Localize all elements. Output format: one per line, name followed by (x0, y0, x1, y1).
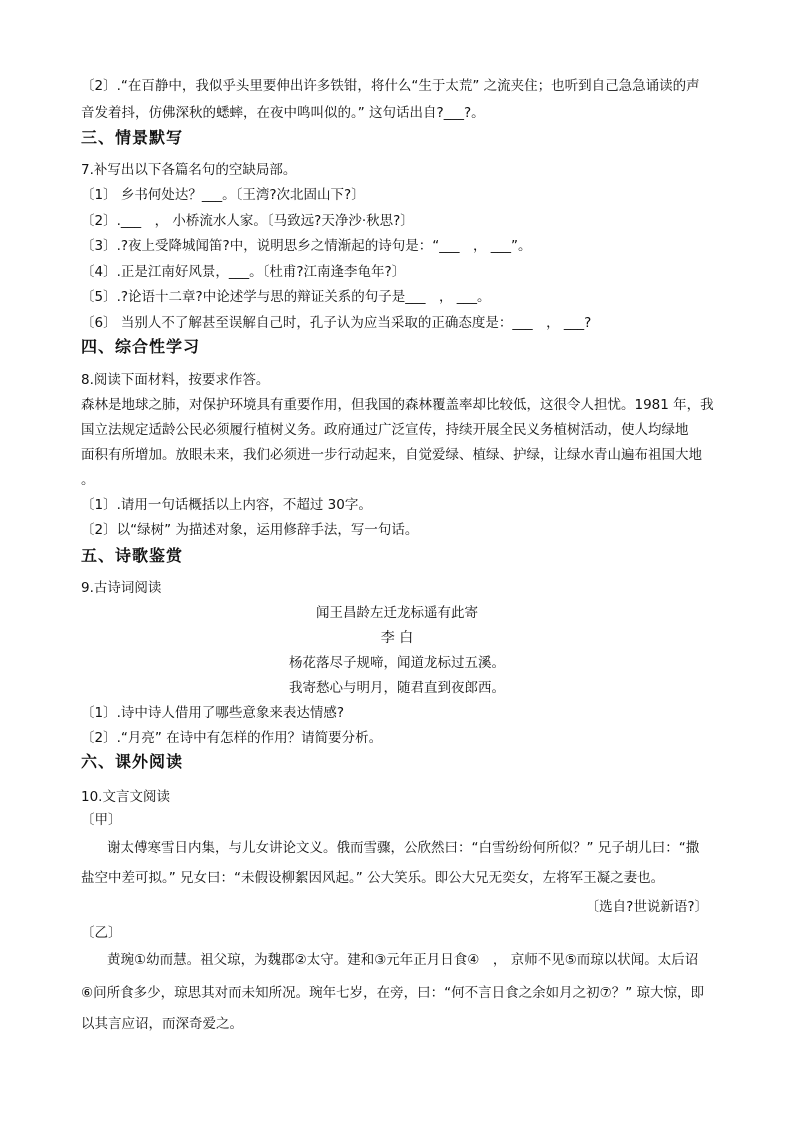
part-b-label: 〔乙〕 (81, 925, 122, 941)
section-title-3: 三、情景默写 (81, 128, 184, 147)
section-title-4: 四、综合性学习 (81, 337, 201, 356)
part-a-source: 〔选自?世说新语?〕 (585, 899, 708, 915)
poem-author: 李 白 (380, 630, 414, 646)
q9-item-1: 〔1〕.诗中诗人借用了哪些意象来表达情感? (81, 705, 345, 721)
q7-item-1: 〔1〕 乡书何处达？___。〔王湾?次北固山下?〕 (81, 187, 365, 203)
q8-material-line-3: 面积有所增加。放眼未来，我们必须进一步行动起来，自觉爱绿、植绿、护绿，让绿水青山遍布祖国大地 (81, 447, 702, 463)
part-b-line-2: ⑥问所食多少，琼思其对而未知所况。琬年七岁，在旁，曰：“何不言日食之余如月之初⑦？” 琼大惊，即 (81, 985, 704, 1001)
q9-item-2: 〔2〕.“月亮” 在诗中有怎样的作用？请简要分析。 (81, 730, 383, 746)
q7-item-3: 〔3〕.?夜上受降城闻笛?中，说明思乡之情渐起的诗句是：“___ ， ___”。 (81, 238, 532, 254)
q7-title: 7.补写出以下各篇名句的空缺局部。 (81, 162, 297, 178)
q7-item-6: 〔6〕 当别人不了解甚至误解自己时，孔子认为应当采取的正确态度是：___ ， ___? (81, 315, 592, 331)
q7-item-2: 〔2〕.___ ， 小桥流水人家。〔马致远?天净沙·秋思?〕 (81, 213, 414, 229)
part-a-line-1: 谢太傅寒雪日内集，与儿女讲论文义。俄而雪骤，公欣然曰：“白雪纷纷何所似？” 兄子胡儿曰：“撒 (107, 840, 700, 856)
q8-material-line-1: 森林是地球之肺，对保护环境具有重要作用，但我国的森林覆盖率却比较低，这很令人担忧。1981 年，我 (81, 397, 714, 413)
q7-item-4: 〔4〕.正是江南好风景，___。〔杜甫?江南逢李龟年?〕 (81, 264, 406, 280)
section-title-5: 五、诗歌鉴赏 (81, 546, 184, 565)
part-b-line-3: 以其言应诏，而深奇爱之。 (81, 1016, 243, 1032)
q7-item-5: 〔5〕.?论语十二章?中论述学与思的辩证关系的句子是___ ， ___。 (81, 289, 491, 305)
poem-line-2: 我寄愁心与明月，随君直到夜郎西。 (289, 680, 505, 696)
poem-title: 闻王昌龄左迁龙标遥有此寄 (316, 605, 478, 621)
q8-item-2: 〔2〕以“绿树” 为描述对象，运用修辞手法，写一句话。 (81, 522, 419, 538)
q8-material-line-4: 。 (81, 472, 95, 488)
q8-material-line-2: 国立法规定适龄公民必须履行植树义务。政府通过广泛宣传，持续开展全民义务植树活动，使人均绿地 (81, 422, 689, 438)
section-title-6: 六、课外阅读 (81, 752, 184, 771)
q6-part2-line1: 〔2〕.“在百静中，我似乎头里要伸出许多铁钳，将什么“生于太荒” 之流夹住；也听到自己急急诵读的声 (81, 78, 700, 94)
q10-title: 10.文言文阅读 (81, 789, 170, 805)
part-b-line-1: 黄琬①幼而慧。祖父琼，为魏郡②太守。建和③元年正月日食④ ， 京师不见⑤而琼以状闻。太后诏 (107, 952, 699, 968)
poem-line-1: 杨花落尽子规啼，闻道龙标过五溪。 (289, 655, 505, 671)
q9-title: 9.古诗词阅读 (81, 580, 162, 596)
part-a-label: 〔甲〕 (81, 812, 122, 828)
q6-part2-line2: 音发着抖，仿佛深秋的蟋蟀，在夜中鸣叫似的。” 这句话出自?___?。 (81, 105, 485, 121)
q8-item-1: 〔1〕.请用一句话概括以上内容，不超过 30字。 (81, 497, 372, 513)
q8-title: 8.阅读下面材料，按要求作答。 (81, 372, 270, 388)
part-a-line-2: 盐空中差可拟。” 兄女曰：“未假设柳絮因风起。” 公大笑乐。即公大兄无奕女，左将军王凝之妻也。 (81, 870, 665, 886)
